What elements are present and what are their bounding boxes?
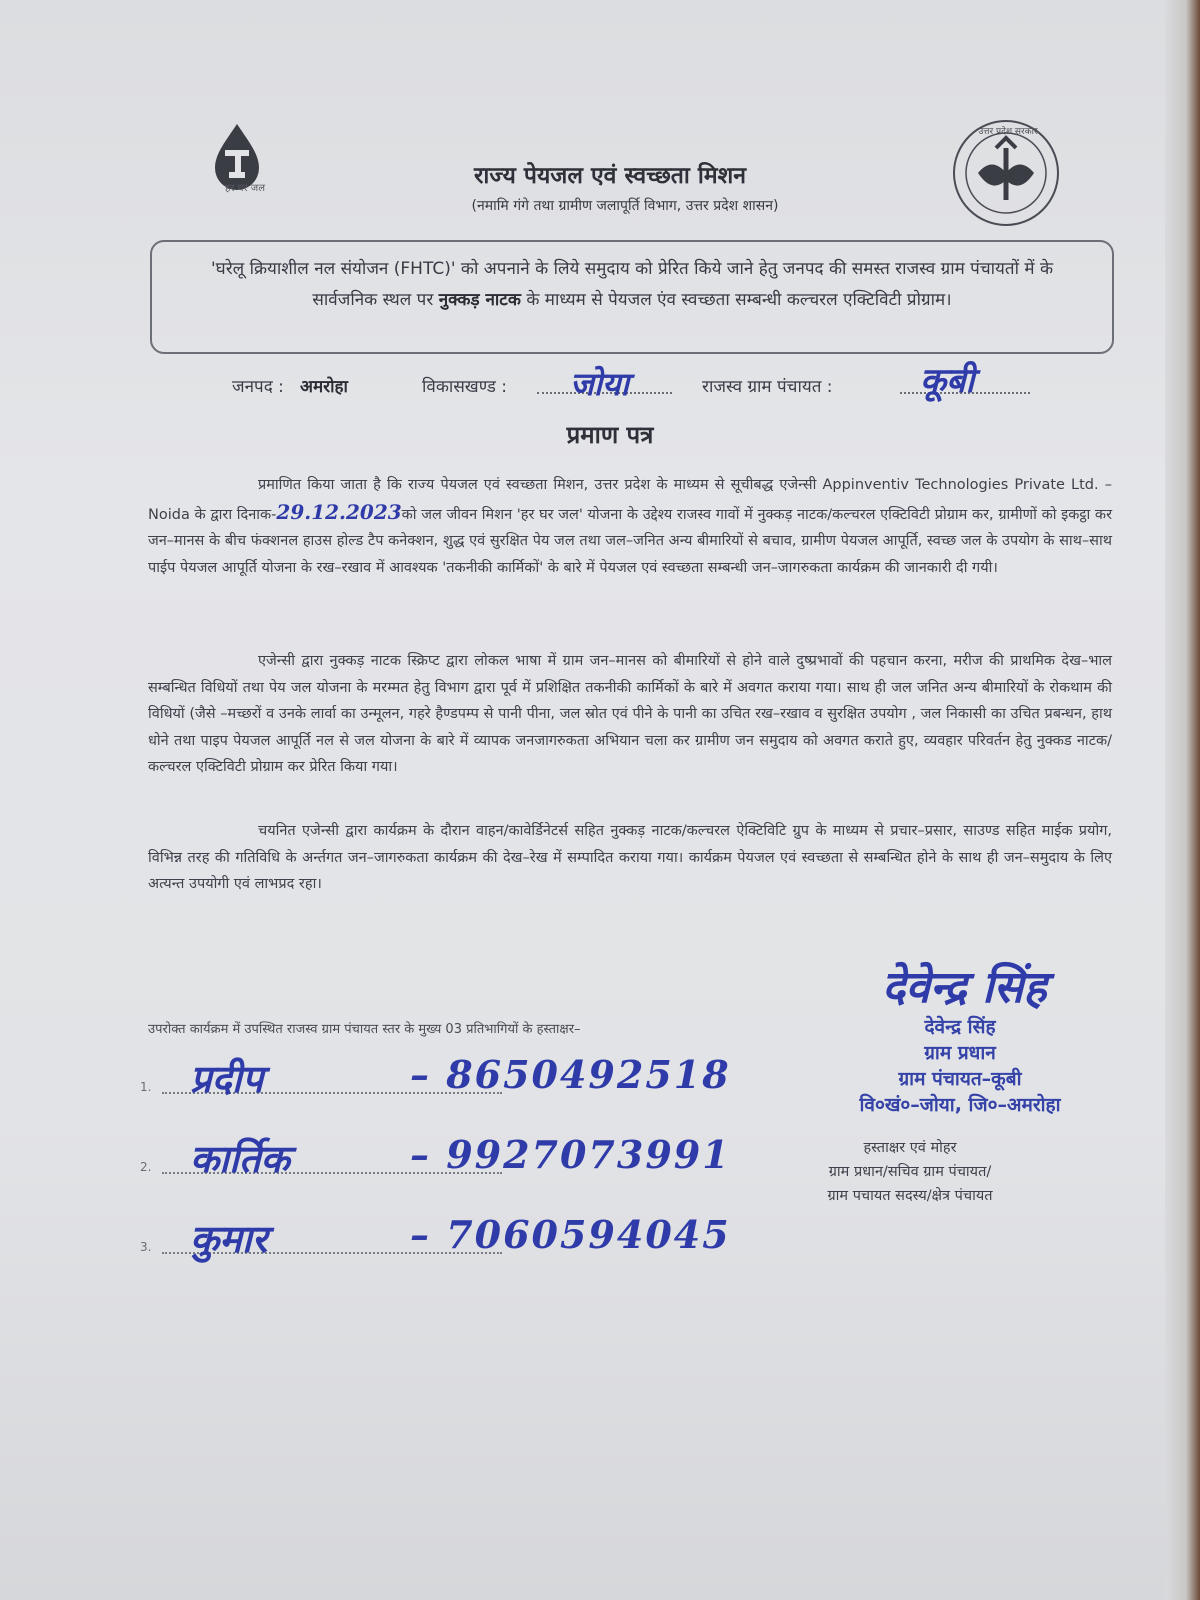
block-value: जोया <box>570 365 629 403</box>
witness-name: कार्तिक <box>190 1136 290 1181</box>
program-date: 29.12.2023 <box>276 499 402 524</box>
witness-row <box>140 1132 740 1192</box>
stamp-name: देवेन्द्र सिंह <box>924 1016 996 1038</box>
certificate-title: प्रमाण पत्र <box>566 421 654 449</box>
signature-caption-line-3: ग्राम पचायत सदस्य/क्षेत्र पंचायत <box>827 1188 993 1204</box>
stamp-address: वि०खं०–जोया, जि०–अमरोहा <box>859 1094 1061 1116</box>
signature-caption-line-2: ग्राम प्रधान/सचिव ग्राम पंचायत/ <box>828 1164 992 1180</box>
certificate-paragraph-3: चयनित एजेन्सी द्वारा कार्यक्रम के दौरान वाहन/कावेर्डिनेटर्स सहित नुक्कड़ नाटक/कल्चरल ऐक्टिविटि ग्रुप के माध्यम से प्रचार–प्रसार, साउण्ड सहित माईक प्रयोग, विभिन्न तरह की गतिविधि के अर्न्तगत जन–जागरुकता कार्यक्रम की देख–रेख में सम्पादित कराया गया। कार्यक्रम पेयजल एवं स्वच्छता से सम्बन्धित होने के साथ ही जन–समुदाय के लिए अत्यन्त उपयोगी एवं लाभप्रद रहा। <box>148 823 1112 892</box>
certificate-paragraph-2: एजेन्सी द्वारा नुक्कड़ नाटक स्क्रिप्ट द्वारा लोकल भाषा में ग्राम जन–मानस को बीमारियों से होने वाले दुष्प्रभावों की पहचान करना, मरीज की प्राथमिक देख–भाल सम्बन्धित विधियों तथा पेय जल योजना के मरम्मत हेतु विभाग द्वारा पूर्व में प्रशिक्षित तकनीकी कार्मिकों के बारे में अवगत कराया गया। साथ ही जल जनित अन्य बीमारियों के रोकथाम की विधियों (जैसे –मच्छरों व उनके लार्वा का उन्मूलन, गहरे हैण्डपम्प से पानी पीना, जल स्रोत एवं पीने के पानी का उचित रख–रखाव व सुरक्षित उपयोग , जल निकासी का उचित प्रबन्धन, हाथ धोने तथा पाइप पेयजल आपूर्ति नल से जल योजना के बारे में व्यापक जनजागरुकता अभियान चला कर ग्रामीण जन समुदाय को अवगत कराते हुए, व्यवहार परिवर्तन हेतु नुक्कड नाटक/कल्चरल एक्टिविटी प्रोग्राम कर प्रेरित किया गया। <box>148 653 1112 775</box>
certificate-paragraph-1 <box>148 472 1112 581</box>
stamp-panchayat: ग्राम पंचायत–कूबी <box>898 1068 1022 1090</box>
paragraph-1-end: को जल जीवन मिशन 'हर घर जल' योजना के उद्देश्य राजस्व गावों में नुक्कड़ नाटक/कल्चरल एक्टिविटी प्रोग्राम कर, ग्रामीणों को इकट्ठा कर जन–मानस के बीच फंक्शनल हाउस होल्ड टैप कनेक्शन, शुद्ध एवं सुरक्षित पेय जल तथा जल–जनित अन्य बीमारियों से बचाव, ग्रामीण पेयजल आपूर्ति, स्वच्छ जल के उपयोग के साथ–साथ पाईप पेयजल आपूर्ति योजना के रख–रखाव में आवश्यक 'तकनीकी कार्मिकों' के बारे में पेयजल एवं स्वच्छता सम्बन्धी जन–जागरुकता कार्यक्रम की जानकारी दी गयी। <box>148 506 1112 576</box>
witness-phone: – 8650492518 <box>410 1052 731 1097</box>
har-ghar-jal-logo <box>195 120 295 210</box>
banner-text-start: 'घरेलू क्रियाशील नल संयोजन (FHTC)' को अपनाने के लिये समुदाय को प्रेरित किये जाने हेतु जनपद की समस्त राजस्व ग्राम पंचायतों में के सार्वजनिक स्थल पर <box>210 259 1054 310</box>
witness-number: 3. <box>140 1240 152 1254</box>
handwritten-signature: देवेन्द्र सिंह <box>882 962 1047 1013</box>
program-banner <box>150 240 1114 354</box>
page-title: राज्य पेयजल एवं स्वच्छता मिशन <box>474 163 746 189</box>
banner-text <box>182 254 1082 316</box>
logo-left-caption: हर घर जल <box>225 183 265 194</box>
signature-caption <box>760 1136 1060 1208</box>
banner-bold-text: नुक्कड़ नाटक <box>438 290 521 310</box>
background-edge <box>1165 0 1200 1600</box>
panchayat-value: कूबी <box>920 361 975 401</box>
logo-right-caption: उत्तर प्रदेश सरकार <box>978 127 1038 137</box>
district-value: अमरोहा <box>300 377 348 397</box>
stamp-post: ग्राम प्रधान <box>924 1042 996 1064</box>
block-label: विकासखण्ड : <box>422 377 508 397</box>
witness-phone: – 7060594045 <box>410 1212 731 1257</box>
witness-phone: – 9927073991 <box>410 1132 731 1177</box>
paragraph-1-start: प्रमाणित किया जाता है कि राज्य पेयजल एवं स्वच्छता मिशन, उत्तर प्रदेश के माध्यम से सूचीबद्ध एजेन्सी Appinventiv Technologies Private Ltd. – Noida के द्वारा दिनाक- <box>148 477 1112 523</box>
witness-caption: उपरोक्त कार्यक्रम में उपस्थित राजस्व ग्राम पंचायत स्तर के मुख्य 03 प्रतिभागियों के हस्ताक्षर– <box>148 1022 581 1037</box>
district-label: जनपद : <box>232 377 284 397</box>
panchayat-label: राजस्व ग्राम पंचायत : <box>702 377 833 397</box>
witness-name: कुमार <box>190 1216 268 1261</box>
page-subtitle: (नमामि गंगे तथा ग्रामीण जलापूर्ति विभाग, उत्तर प्रदेश शासन) <box>471 198 779 214</box>
witness-number: 2. <box>140 1160 152 1174</box>
signature-caption-line-1: हस्ताक्षर एवं मोहर <box>863 1140 957 1156</box>
banner-text-end: के माध्यम से पेयजल एंव स्वच्छता सम्बन्धी कल्चरल एक्टिविटी प्रोग्राम। <box>520 290 952 310</box>
up-government-emblem <box>948 118 1068 228</box>
witness-row <box>140 1212 740 1272</box>
witness-number: 1. <box>140 1080 152 1094</box>
witness-row <box>140 1052 740 1112</box>
witness-name: प्रदीप <box>190 1056 264 1101</box>
